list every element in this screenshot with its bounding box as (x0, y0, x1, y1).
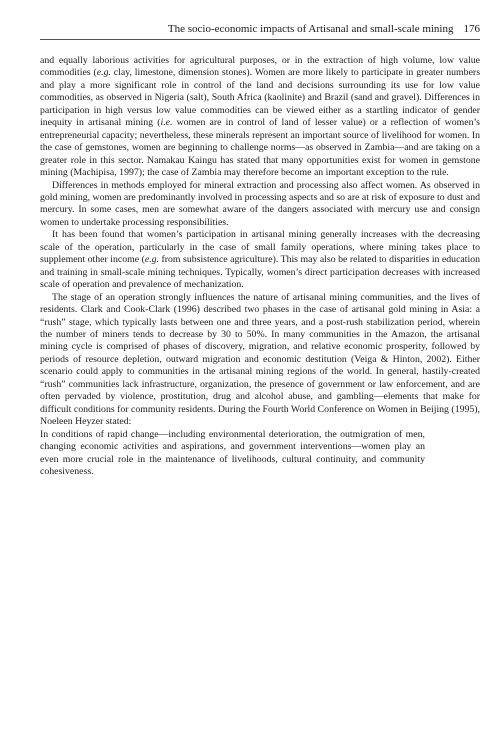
running-header (40, 23, 480, 40)
block-quote: In conditions of rapid change—including environmental deterioration, the outmigration of men, changing economic activities and aspirations, and government interventions—women play an even more crucial role in the maintenance of livelihoods, cultural continuity, and community cohesiveness. (40, 428, 425, 477)
italic-text: e.g. (144, 254, 160, 266)
body-text (40, 55, 480, 478)
italic-text: i.e. (160, 117, 173, 129)
text-span: and equally laborious activities for agricultural purposes, or in the extraction of high volume, low value commodities ( (40, 55, 480, 79)
running-title: The socio-economic impacts of Artisanal and small-scale mining (167, 23, 454, 35)
text-span: from subsistence agriculture). This may also be related to disparities in education and training in small-scale mining techniques. Typically, women’s direct participation decreases with increased scale of operation and prevalence of mechanization. (40, 254, 481, 291)
text-span: clay, limestone, dimension stones). Women are more likely to participate in greater numbers and play a more significant role in control of the land and decisions surrounding its use for low value commodities, as observed in Nigeria (salt), South Africa (kaolinite) and Brazil (sand and gravel). Differences in participation in high versus low value commodities can be viewed either as a startling indicator of gender inequity in artisanal mining ( (40, 67, 481, 129)
paragraph-4 (40, 292, 480, 429)
paragraph-1 (40, 55, 480, 180)
text-span: Differences in methods employed for mineral extraction and processing also affect women. As observed in gold mining, women are predominantly involved in processing aspects and so are at risk of exposure to dust and mercury. In some cases, men are somewhat aware of the dangers associated with mercury use and consign women to undertake processing responsibilities. (40, 179, 480, 228)
italic-text: e.g. (96, 67, 111, 79)
text-span: The stage of an operation strongly influences the nature of artisanal mining communities, and the lives of residents. Clark and Cook-Clark (1996) described two phases in the case of artisanal gold mining in Asia: a “rush” stage, which typically lasts between one and three years, and a post-rush stabilization period, wherein the number of miners tends to decrease by 30 to 50%. In many communities in the Amazon, the artisanal mining cycle is comprised of phases of discovery, migration, and relative economic prosperity, followed by periods of resource depletion, outward migration and economic destitution (Veiga & Hinton, 2002). Either scenario could apply to communities in the artisanal mining regions of the world. In general, hastily-created “rush” communities lack infrastructure, organization, the presence of government or law enforcement, and are often pervaded by violence, prostitution, drug and alcohol abuse, and gambling—elements that make for difficult conditions for community residents. During the Fourth World Conference on Women in Beijing (1995), Noeleen Heyzer stated: (40, 291, 480, 428)
text-span: women are in control of land of lesser value) or a reflection of women’s entrepreneurial capacity; nevertheless, these minerals represent an important source of livelihood for women. In the case of gemstones, women are beginning to challenge norms—as observed in Zambia—and are taking on a greater role in this sector. Namakau Kaingu has stated that many opportunities exist for women in gemstone mining (Machipisa, 1997); the case of Zambia may therefore become an important exception to the rule. (40, 117, 480, 179)
paragraph-3 (40, 229, 480, 291)
page-number: 176 (463, 23, 480, 35)
paragraph-2 (40, 180, 480, 230)
text-span: It has been found that women’s participation in artisanal mining generally increases with the decreasing scale of the operation, particularly in the case of small family operations, where mining takes place to supplement other income ( (40, 229, 480, 266)
